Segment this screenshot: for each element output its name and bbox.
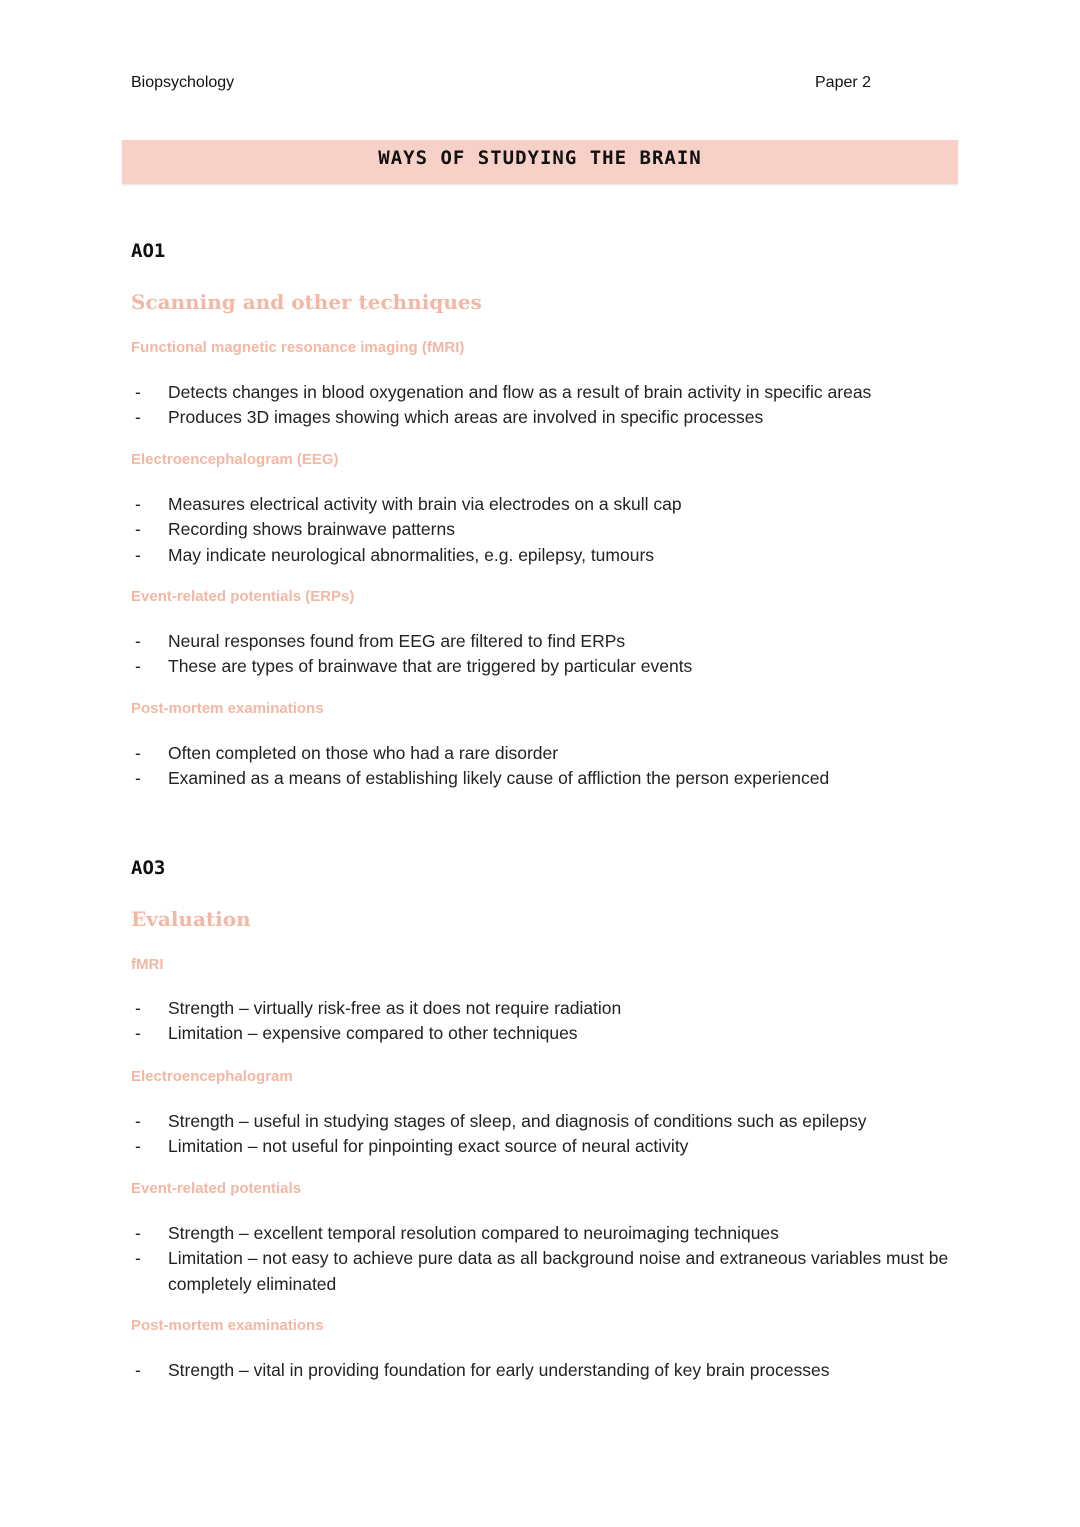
list-item: - Limitation – expensive compared to other techniques xyxy=(135,1023,578,1044)
list-item: - May indicate neurological abnormalities, e.g. epilepsy, tumours xyxy=(135,544,655,565)
ao1-fmri-list xyxy=(131,380,961,431)
ao3-erp-list xyxy=(131,1221,961,1297)
ao3-eeg-list xyxy=(131,1109,961,1160)
ao3-erp-title: Event-related potentials xyxy=(131,1180,302,1197)
ao1-pm-title: Post-mortem examinations xyxy=(131,700,324,717)
ao1-fmri-title: Functional magnetic resonance imaging (fMRI) xyxy=(131,339,465,356)
ao3-heading: Evaluation xyxy=(131,907,251,931)
header-subject: Biopsychology xyxy=(131,74,235,91)
list-item: - Measures electrical activity with brain via electrodes on a skull cap xyxy=(135,494,682,514)
ao3-label: AO3 xyxy=(131,857,166,879)
list-item: - Detects changes in blood oxygenation and flow as a result of brain activity in specific areas xyxy=(135,382,872,402)
ao3-eeg-title: Electroencephalogram xyxy=(131,1068,293,1085)
list-item: - Often completed on those who had a rare disorder xyxy=(135,743,559,763)
list-item: - Recording shows brainwave patterns xyxy=(135,519,455,540)
ao3-pm-title: Post-mortem examinations xyxy=(131,1317,324,1334)
list-item: - Strength – useful in studying stages of sleep, and diagnosis of conditions such as epilepsy xyxy=(135,1111,867,1131)
ao1-heading: Scanning and other techniques xyxy=(131,290,482,314)
ao1-eeg-title: Electroencephalogram (EEG) xyxy=(131,451,339,468)
ao3-fmri-list xyxy=(131,996,961,1047)
list-item: - Limitation – not easy to achieve pure data as all background noise and extraneous variables must be completely eliminated xyxy=(135,1248,949,1294)
list-item: - These are types of brainwave that are triggered by particular events xyxy=(135,656,693,677)
ao1-erp-list xyxy=(131,629,961,680)
ao1-label: AO1 xyxy=(131,240,166,262)
list-item: - Strength – excellent temporal resolution compared to neuroimaging techniques xyxy=(135,1223,779,1243)
list-item: - Limitation – not useful for pinpointing exact source of neural activity xyxy=(135,1136,689,1157)
ao3-fmri-title: fMRI xyxy=(131,956,164,973)
list-item: - Strength – vital in providing foundation for early understanding of key brain processes xyxy=(135,1360,830,1380)
list-item: - Neural responses found from EEG are filtered to find ERPs xyxy=(135,631,626,651)
page-title: WAYS OF STUDYING THE BRAIN xyxy=(378,147,702,169)
ao3-pm-list xyxy=(131,1358,961,1383)
ao1-eeg-list xyxy=(131,492,961,568)
list-item: - Produces 3D images showing which areas are involved in specific processes xyxy=(135,407,764,428)
list-item: - Examined as a means of establishing likely cause of affliction the person experienced xyxy=(135,768,830,789)
ao1-pm-list xyxy=(131,741,961,792)
ao1-erp-title: Event-related potentials (ERPs) xyxy=(131,588,355,605)
list-item: - Strength – virtually risk-free as it does not require radiation xyxy=(135,998,622,1018)
header-paper: Paper 2 xyxy=(815,74,872,91)
